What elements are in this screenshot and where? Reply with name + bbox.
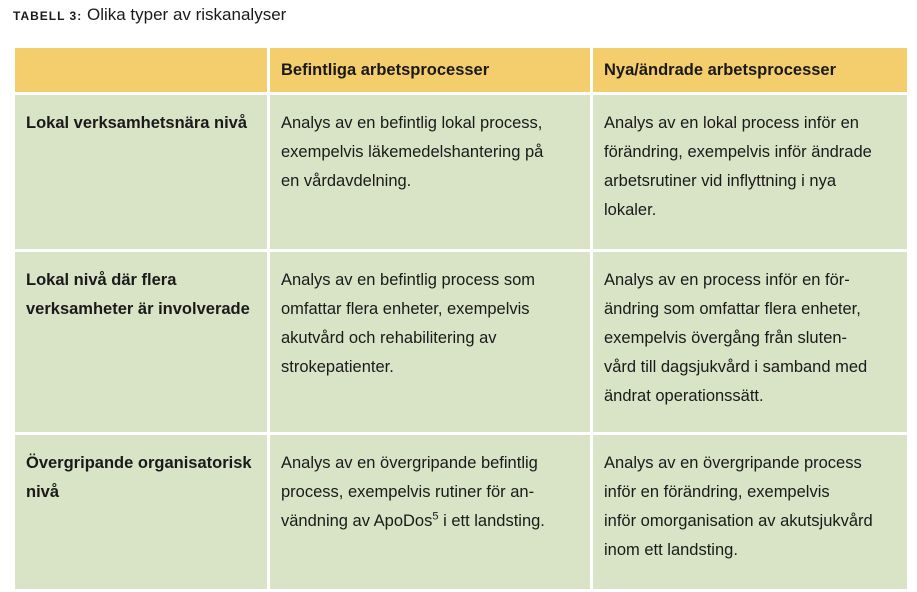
table-caption-label: TABELL 3: xyxy=(13,9,83,23)
table-row xyxy=(14,434,909,591)
risk-analysis-table xyxy=(12,45,910,592)
table-header-row xyxy=(14,47,909,94)
row-level-organisational: Övergripande organisatorisk nivå xyxy=(14,434,269,591)
cell-new-multi-unit: Analys av en process inför en för- ändring som omfattar flera enheter, exempelvis övergång från sluten- vård till dagsjukvård i samband med ändrat operationssätt. xyxy=(592,251,909,434)
row-level-multi-unit: Lokal nivå där flera verksamheter är involverade xyxy=(14,251,269,434)
cell-existing-local: Analys av en befintlig lokal process, exempelvis läkemedelshantering på en vårdavdelning. xyxy=(269,94,592,251)
table-caption-title: Olika typer av riskanalyser xyxy=(86,5,287,24)
cell-new-organisational: Analys av en övergripande process inför en förändring, exempelvis inför omorganisation av akutsjukvård inom ett landsting. xyxy=(592,434,909,591)
header-existing-processes: Befintliga arbetsprocesser xyxy=(269,47,592,94)
table-caption xyxy=(13,4,286,27)
cell-existing-organisational: Analys av en övergripande befintlig process, exempelvis rutiner för an- vändning av ApoDos$^5$ i ett landsting. xyxy=(269,434,592,591)
table-row xyxy=(14,94,909,251)
table-row xyxy=(14,251,909,434)
header-new-processes: Nya/ändrade arbetsprocesser xyxy=(592,47,909,94)
row-level-local: Lokal verksamhetsnära nivå xyxy=(14,94,269,251)
footnote-marker: 5 xyxy=(432,510,439,523)
header-empty-cell xyxy=(14,47,269,94)
cell-new-local: Analys av en lokal process inför en förändring, exempelvis inför ändrade arbetsrutiner vid inflyttning i nya lokaler. xyxy=(592,94,909,251)
cell-existing-multi-unit: Analys av en befintlig process som omfattar flera enheter, exempelvis akutvård och rehabilitering av strokepatienter. xyxy=(269,251,592,434)
